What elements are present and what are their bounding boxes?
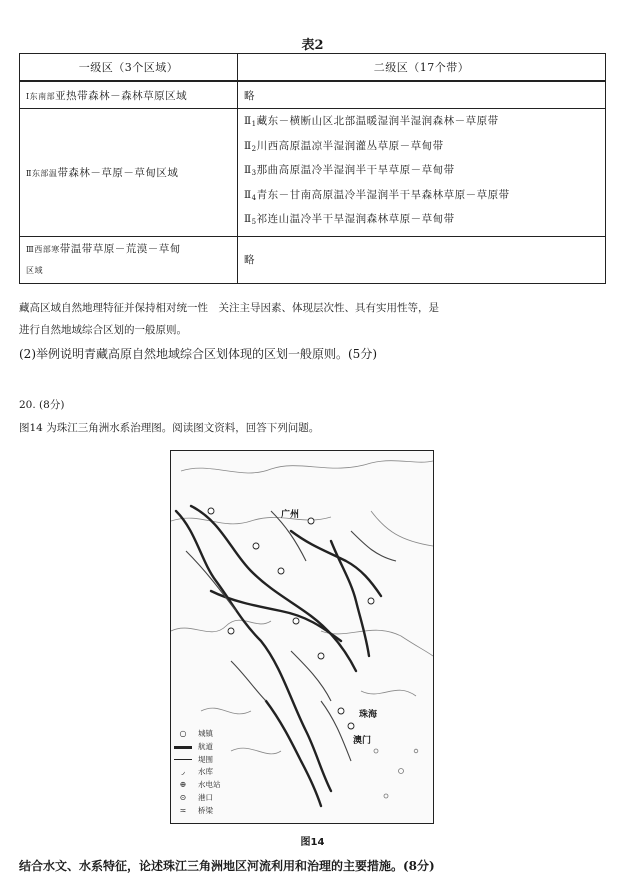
subzone-list [238, 109, 606, 237]
list-item: $Ⅱ_4$青东－甘南高原温冷半湿润半干旱森林草原－草原带 [244, 188, 510, 202]
zone-name: 带温带草原－荒漠－草甸 [59, 242, 181, 255]
map-label-zhuhai: 珠海 [359, 710, 378, 720]
table-header-row [20, 54, 606, 82]
port-icon: ⊙ [179, 792, 187, 802]
circle-icon: ○ [179, 729, 187, 738]
legend-item: ⊙ 港口 [174, 792, 234, 805]
table-row [20, 81, 606, 109]
list-item: $Ⅱ_3$那曲高原温冷半湿润半干旱草原－草甸带 [244, 164, 455, 177]
reservoir-icon: ◞ [181, 767, 185, 777]
map-label-macau: 澳门 [353, 736, 372, 746]
figure-caption: 图14 [300, 837, 325, 848]
legend-item: 航道 [174, 741, 234, 754]
paragraph-line: 藏高区域自然地理特征并保持相对统一性 关注主导因素、体现层次性、具有实用性等，是 [19, 302, 439, 314]
zone-prefix: Ⅱ东部温 [26, 168, 58, 178]
question-2: (2)举例说明青藏高原自然地域综合区划体现的区划一般原则。(5分) [19, 347, 377, 361]
list-item: $Ⅱ_1$藏东－横断山区北部温暖湿润半湿润森林－草原带 [244, 115, 499, 128]
table-title: 表2 [301, 38, 324, 53]
zone-suffix: 区域 [26, 265, 43, 275]
zone-cell-2 [20, 109, 238, 237]
zone-name: 带森林－草原－草甸区域 [57, 166, 179, 179]
legend-item: ○ 城镇 [174, 728, 234, 741]
bridge-icon: ≍ [179, 805, 187, 815]
question-20-number: 20. (8分) [19, 399, 65, 411]
zone-cell-1 [20, 81, 238, 109]
legend-item: 堤围 [174, 754, 234, 767]
list-item: $Ⅱ_2$川西高原温凉半湿润灌丛草原－草甸带 [244, 139, 444, 153]
map-label-guangzhou: 广州 [281, 510, 300, 520]
thin-line-icon [174, 759, 192, 760]
legend-item: ≍ 桥梁 [174, 805, 234, 818]
thick-line-icon [174, 746, 192, 749]
list-item: $Ⅱ_5$祁连山温冷半干旱湿润森林草原－草甸带 [244, 213, 455, 226]
table-row [20, 109, 606, 237]
detail-cell-3: 略 [238, 236, 606, 283]
table-row [20, 236, 606, 283]
detail-cell-1: 略 [238, 81, 606, 109]
map-legend [174, 728, 234, 818]
zone-name: 亚热带森林－森林草原区域 [55, 89, 188, 102]
paragraph-line: 进行自然地域综合区划的一般原则。 [19, 324, 187, 336]
question-20-intro: 图14 为珠江三角洲水系治理图。阅读图文资料，回答下列问题。 [19, 422, 320, 434]
header-level2: 二级区（17个带） [238, 54, 606, 82]
zone-table [19, 53, 606, 284]
legend-item: ◞ 水库 [174, 766, 234, 779]
header-level1: 一级区（3个区域） [20, 54, 238, 82]
hydropower-icon: ⊕ [179, 780, 187, 790]
zone-prefix: Ⅲ西部寒 [26, 244, 60, 254]
final-question: 结合水文、水系特征，论述珠江三角洲地区河流利用和治理的主要措施。(8分) [19, 859, 435, 873]
paragraph-principles [19, 297, 609, 341]
zone-cell-3 [20, 236, 238, 283]
legend-item: ⊕ 水电站 [174, 779, 234, 792]
zone-prefix: Ⅰ东南部 [26, 91, 56, 101]
